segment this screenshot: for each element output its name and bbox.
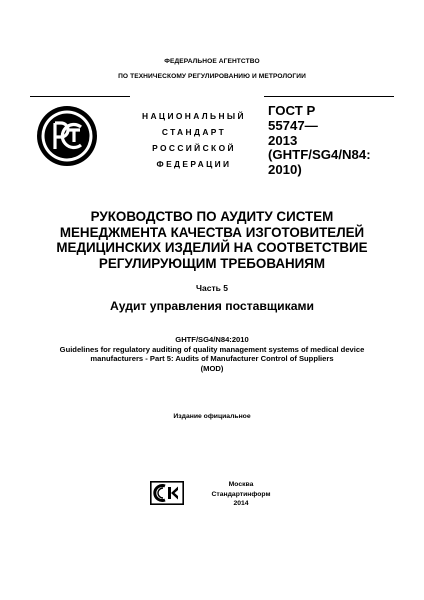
- title-line: РУКОВОДСТВО ПО АУДИТУ СИСТЕМ: [90, 209, 334, 224]
- publisher-name: Стандартинформ: [211, 490, 271, 498]
- document-title: [20, 209, 404, 271]
- gost-r-certification-emblem-icon: [36, 105, 98, 167]
- standard-type-line: РОССИЙСКОЙ: [152, 143, 236, 153]
- title-line: МЕДИЦИНСКИХ ИЗДЕЛИЙ НА СООТВЕТСТВИЕ: [56, 240, 368, 256]
- edition-label: Издание официальное: [173, 413, 251, 420]
- publication-year: 2014: [233, 500, 249, 508]
- english-line: manufacturers - Part 5: Audits of Manufacturer Control of Suppliers: [90, 354, 334, 364]
- english-title: [20, 335, 404, 373]
- english-line: (MOD): [200, 363, 224, 373]
- divider-left: [30, 96, 130, 97]
- designation-line: ГОСТ Р: [268, 103, 316, 118]
- standard-type: [140, 108, 248, 172]
- designation-line: 55747—: [268, 117, 318, 133]
- publisher-city: Москва: [228, 481, 254, 488]
- designation-line: 2013: [268, 132, 298, 148]
- standartinform-logo-icon: [150, 481, 184, 505]
- divider-right: [264, 96, 394, 97]
- part-number: Часть 5: [196, 283, 228, 293]
- title-line: МЕНЕДЖМЕНТА КАЧЕСТВА ИЗГОТОВИТЕЛЕЙ: [59, 224, 365, 240]
- designation-line: 2010): [268, 162, 302, 178]
- publisher-info: [196, 480, 286, 509]
- agency-name: ФЕДЕРАЛЬНОЕ АГЕНТСТВО: [164, 58, 260, 65]
- standard-designation: [268, 104, 398, 178]
- english-line: GHTF/SG4/N84:2010: [175, 335, 249, 344]
- english-line: Guidelines for regulatory auditing of quality management systems of medical device: [59, 344, 365, 354]
- agency-subtitle: ПО ТЕХНИЧЕСКОМУ РЕГУЛИРОВАНИЮ И МЕТРОЛОГИИ: [118, 73, 306, 80]
- standard-type-line: НАЦИОНАЛЬНЫЙ: [142, 111, 246, 121]
- standard-type-line: ФЕДЕРАЦИИ: [156, 159, 232, 169]
- title-line: РЕГУЛИРУЮЩИМ ТРЕБОВАНИЯМ: [98, 255, 326, 271]
- standard-type-line: СТАНДАРТ: [161, 127, 227, 137]
- designation-line: (GHTF/SG4/N84:: [268, 147, 371, 163]
- document-subtitle: Аудит управления поставщиками: [109, 299, 315, 313]
